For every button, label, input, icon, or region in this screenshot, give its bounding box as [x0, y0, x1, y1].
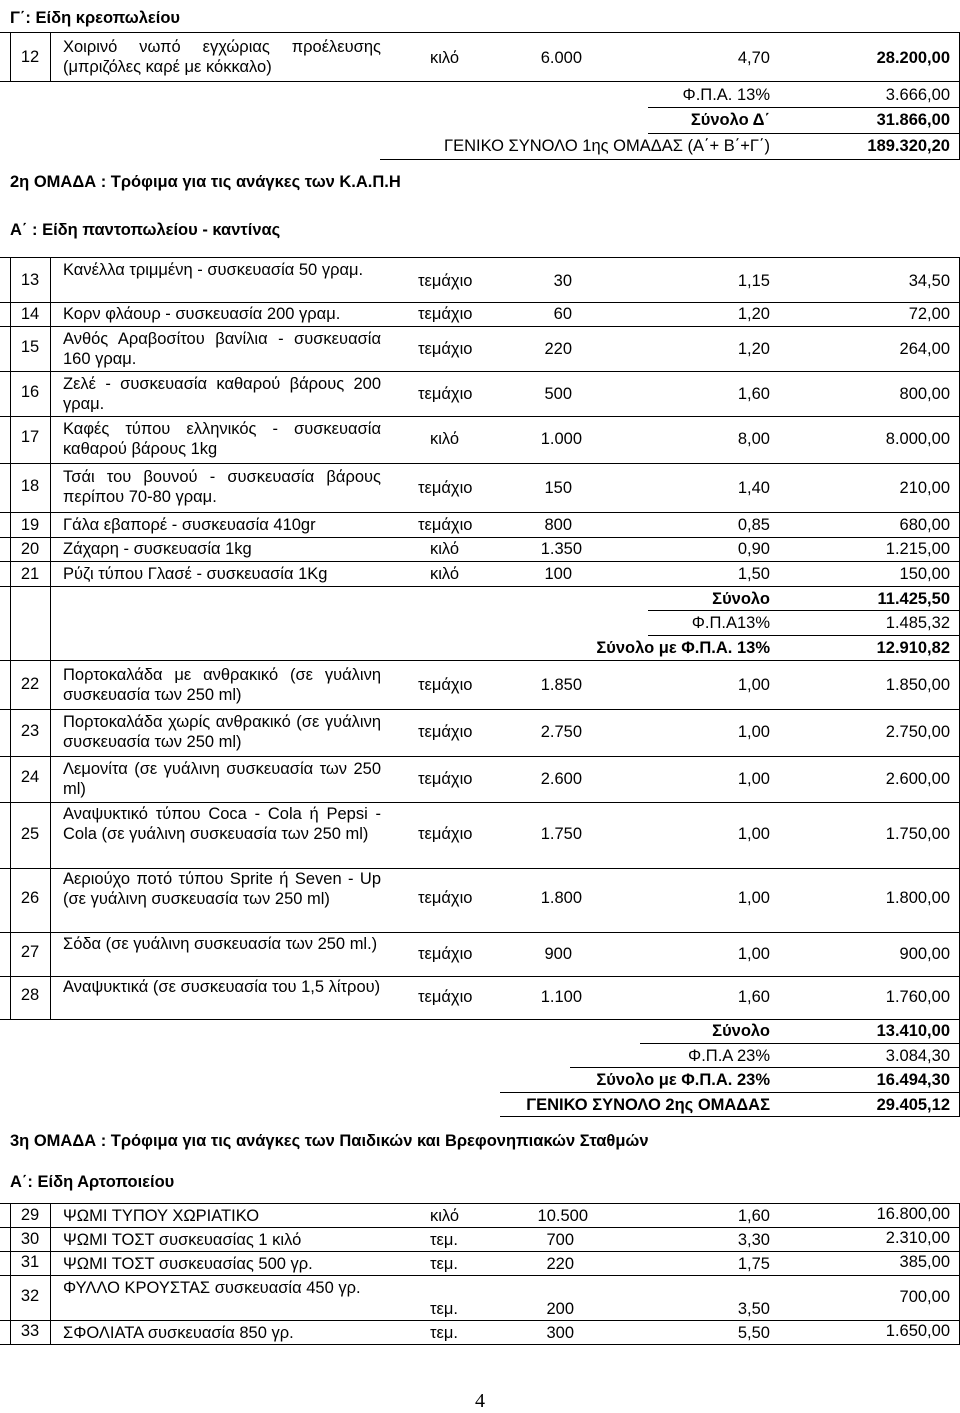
item-description: Ζελέ - συσκευασία καθαρού βάρους 200 γραμ.	[63, 375, 381, 413]
item-quantity: 1.100	[540, 988, 582, 1006]
item-total: 2.750,00	[885, 723, 950, 741]
item-description: Λεμονίτα (σε γυάλινη συσκευασία των 250 ml)	[63, 760, 381, 798]
item-total: 900,00	[899, 945, 950, 963]
item-number: 33	[20, 1322, 40, 1340]
item-number: 30	[20, 1230, 40, 1248]
item-price: 3,50	[737, 1300, 770, 1318]
grand-total-label: ΓΕΝΙΚΟ ΣΥΝΟΛΟ 1ης ΟΜΑΔΑΣ (Α΄+ Β΄+Γ΄)	[444, 137, 770, 155]
item-unit: τεμάχιο	[418, 825, 473, 843]
item-unit: κιλό	[430, 49, 460, 67]
item-description: Αναψυκτικό τύπου Coca - Cola ή Pepsi - Cola (σε γυάλινη συσκευασία των 250 ml)	[63, 805, 381, 843]
item-total: 700,00	[899, 1288, 950, 1306]
item-number: 22	[20, 675, 40, 693]
item-quantity: 2.600	[540, 770, 582, 788]
item-number: 32	[20, 1287, 40, 1305]
item-number: 28	[20, 986, 40, 1004]
item-description: Καφές τύπου ελληνικός - συσκευασία καθαρού βάρους 1kg	[63, 420, 381, 458]
vat-value: 1.485,32	[885, 614, 950, 632]
item-unit: κιλό	[430, 430, 460, 448]
item-unit: κιλό	[430, 565, 460, 583]
item-description: Αεριούχο ποτό τύπου Sprite ή Seven - Up (σε γυάλινη συσκευασία των 250 ml)	[63, 870, 381, 908]
item-total: 1.760,00	[885, 988, 950, 1006]
item-total: 8.000,00	[885, 430, 950, 448]
item-price: 8,00	[737, 430, 770, 448]
total-with-vat-value: 16.494,30	[876, 1071, 950, 1089]
item-quantity: 150	[544, 479, 572, 497]
item-unit: τεμάχιο	[418, 479, 473, 497]
sum-label: Σύνολο Δ΄	[690, 111, 770, 129]
item-description: Αναψυκτικά (σε συσκευασία του 1,5 λίτρου)	[63, 978, 381, 996]
item-unit: τεμάχιο	[418, 770, 473, 788]
item-unit: τεμάχιο	[418, 385, 473, 403]
item-total: 2.310,00	[885, 1229, 950, 1247]
item-description: Ανθός Αραβοσίτου βανίλια - συσκευασία 160 γραμ.	[63, 330, 381, 368]
total-with-vat-value: 12.910,82	[876, 639, 950, 657]
item-quantity: 300	[546, 1324, 574, 1342]
item-description: Τσάι του βουνού - συσκευασία βάρους περίπου 70-80 γραμ.	[63, 468, 381, 506]
item-price: 1,60	[737, 988, 770, 1006]
group3-subtitle: Α΄: Είδη Αρτοποιείου	[10, 1173, 175, 1191]
item-unit: τεμάχιο	[418, 272, 473, 290]
section-g-title: Γ΄: Είδη κρεοπωλείου	[10, 9, 180, 27]
item-number: 24	[20, 768, 40, 786]
item-price: 0,90	[737, 540, 770, 558]
item-price: 1,00	[737, 825, 770, 843]
group2-subtitle: Α΄ : Είδη παντοπωλείου - καντίνας	[10, 221, 281, 239]
item-quantity: 10.500	[537, 1207, 588, 1225]
sum-value: 31.866,00	[876, 111, 950, 129]
item-description: Πορτοκαλάδα με ανθρακικό (σε γυάλινη συσκευασία των 250 ml)	[63, 666, 381, 704]
item-total: 34,50	[908, 272, 950, 290]
item-price: 4,70	[737, 49, 770, 67]
item-unit: τεμ.	[430, 1231, 458, 1249]
item-total: 1.215,00	[885, 540, 950, 558]
grand-total-value: 189.320,20	[867, 137, 950, 155]
item-quantity: 1.850	[540, 676, 582, 694]
item-description: Γάλα εβαπορέ - συσκευασία 410gr	[63, 516, 316, 534]
item-number: 12	[20, 48, 40, 66]
vat-label: Φ.Π.Α. 13%	[682, 86, 770, 104]
item-price: 1,20	[737, 305, 770, 323]
vat-label: Φ.Π.Α 23%	[688, 1047, 770, 1065]
item-quantity: 1.800	[540, 889, 582, 907]
item-price: 1,15	[737, 272, 770, 290]
item-quantity: 2.750	[540, 723, 582, 741]
subtotal-value: 13.410,00	[876, 1022, 950, 1040]
item-number: 27	[20, 943, 40, 961]
item-number: 15	[20, 338, 40, 356]
item-total: 385,00	[899, 1253, 950, 1271]
item-price: 0,85	[737, 516, 770, 534]
item-price: 1,40	[737, 479, 770, 497]
item-number: 19	[20, 516, 40, 534]
item-unit: τεμάχιο	[418, 340, 473, 358]
item-description: Κορν φλάουρ - συσκευασία 200 γραμ.	[63, 305, 341, 323]
item-number: 20	[20, 540, 40, 558]
item-number: 21	[20, 565, 40, 583]
item-unit: τεμ.	[430, 1255, 458, 1273]
item-unit: τεμάχιο	[418, 676, 473, 694]
item-description: Κανέλλα τριμμένη - συσκευασία 50 γραμ.	[63, 261, 364, 279]
item-total: 1.850,00	[885, 676, 950, 694]
item-total: 1.650,00	[885, 1322, 950, 1340]
item-total: 16.800,00	[876, 1205, 950, 1223]
item-unit: κιλό	[430, 540, 460, 558]
item-total: 1.800,00	[885, 889, 950, 907]
item-quantity: 700	[546, 1231, 574, 1249]
item-description: ΨΩΜΙ ΤΟΣΤ συσκευασίας 500 γρ.	[63, 1255, 313, 1273]
item-description: ΦΥΛΛΟ ΚΡΟΥΣΤΑΣ συσκευασία 450 γρ.	[63, 1279, 361, 1297]
item-total: 680,00	[899, 516, 950, 534]
vat-value: 3.666,00	[885, 86, 950, 104]
item-quantity: 1.350	[540, 540, 582, 558]
grand-total-value: 29.405,12	[876, 1096, 950, 1114]
item-price: 1,20	[737, 340, 770, 358]
item-number: 17	[20, 428, 40, 446]
item-quantity: 220	[546, 1255, 574, 1273]
item-price: 1,00	[737, 945, 770, 963]
total-with-vat-label: Σύνολο με Φ.Π.Α. 13%	[596, 639, 770, 657]
page-number: 4	[475, 1390, 485, 1412]
item-total: 210,00	[899, 479, 950, 497]
item-quantity: 900	[544, 945, 572, 963]
item-unit: τεμ.	[430, 1300, 458, 1318]
item-description: Σόδα (σε γυάλινη συσκευασία των 250 ml.)	[63, 935, 378, 953]
item-description: Ρύζι τύπου Γλασέ - συσκευασία 1Kg	[63, 565, 328, 583]
item-price: 1,60	[737, 1207, 770, 1225]
item-price: 1,60	[737, 385, 770, 403]
item-total: 1.750,00	[885, 825, 950, 843]
subtotal-value: 11.425,50	[877, 590, 950, 608]
item-description: Χοιρινό νωπό εγχώριας προέλευσης (μπριζόλες καρέ με κόκκαλο)	[63, 38, 381, 76]
item-total: 2.600,00	[885, 770, 950, 788]
group2-title: 2η ΟΜΑΔΑ : Τρόφιμα για τις ανάγκες των Κ.Α.Π.Η	[10, 173, 401, 191]
item-total: 150,00	[899, 565, 950, 583]
item-description: ΨΩΜΙ ΤΟΣΤ συσκευασίας 1 κιλό	[63, 1231, 302, 1249]
item-unit: τεμάχιο	[418, 945, 473, 963]
item-quantity: 30	[553, 272, 572, 290]
item-unit: τεμάχιο	[418, 516, 473, 534]
item-unit: τεμ.	[430, 1324, 458, 1342]
item-total: 28.200,00	[876, 49, 950, 67]
item-unit: τεμάχιο	[418, 723, 473, 741]
item-price: 1,00	[737, 676, 770, 694]
item-description: Ζάχαρη - συσκευασία 1kg	[63, 540, 252, 558]
item-quantity: 60	[553, 305, 572, 323]
subtotal-label: Σύνολο	[712, 1022, 770, 1040]
item-price: 1,50	[737, 565, 770, 583]
item-quantity: 800	[544, 516, 572, 534]
item-price: 5,50	[737, 1324, 770, 1342]
item-price: 1,75	[737, 1255, 770, 1273]
total-with-vat-label: Σύνολο με Φ.Π.Α. 23%	[596, 1071, 770, 1089]
item-number: 16	[20, 383, 40, 401]
item-quantity: 1.000	[540, 430, 582, 448]
item-price: 1,00	[737, 723, 770, 741]
item-quantity: 100	[544, 565, 572, 583]
item-description: Πορτοκαλάδα χωρίς ανθρακικό (σε γυάλινη συσκευασία των 250 ml)	[63, 713, 381, 751]
item-number: 23	[20, 722, 40, 740]
item-price: 1,00	[737, 770, 770, 788]
item-quantity: 220	[544, 340, 572, 358]
group3-title: 3η ΟΜΑΔΑ : Τρόφιμα για τις ανάγκες των Παιδικών και Βρεφονηπιακών Σταθμών	[10, 1132, 649, 1150]
item-price: 1,00	[737, 889, 770, 907]
item-unit: τεμάχιο	[418, 988, 473, 1006]
item-number: 29	[20, 1206, 40, 1224]
item-quantity: 6.000	[540, 49, 582, 67]
item-quantity: 200	[546, 1300, 574, 1318]
item-unit: τεμάχιο	[418, 305, 473, 323]
item-description: ΣΦΟΛΙΑΤΑ συσκευασία 850 γρ.	[63, 1324, 294, 1342]
item-quantity: 1.750	[540, 825, 582, 843]
item-description: ΨΩΜΙ ΤΥΠΟΥ ΧΩΡΙΑΤΙΚΟ	[63, 1207, 260, 1225]
item-price: 3,30	[737, 1231, 770, 1249]
item-unit: κιλό	[430, 1207, 460, 1225]
item-quantity: 500	[544, 385, 572, 403]
item-total: 264,00	[899, 340, 950, 358]
item-number: 25	[20, 825, 40, 843]
item-number: 31	[20, 1253, 40, 1271]
item-number: 26	[20, 889, 40, 907]
item-total: 72,00	[908, 305, 950, 323]
subtotal-label: Σύνολο	[712, 590, 770, 608]
item-total: 800,00	[899, 385, 950, 403]
grand-total-label: ΓΕΝΙΚΟ ΣΥΝΟΛΟ 2ης ΟΜΑΔΑΣ	[526, 1096, 770, 1114]
item-number: 14	[20, 305, 40, 323]
item-unit: τεμάχιο	[418, 889, 473, 907]
vat-label: Φ.Π.Α13%	[691, 614, 770, 632]
item-number: 13	[20, 271, 40, 289]
vat-value: 3.084,30	[885, 1047, 950, 1065]
item-number: 18	[20, 477, 40, 495]
